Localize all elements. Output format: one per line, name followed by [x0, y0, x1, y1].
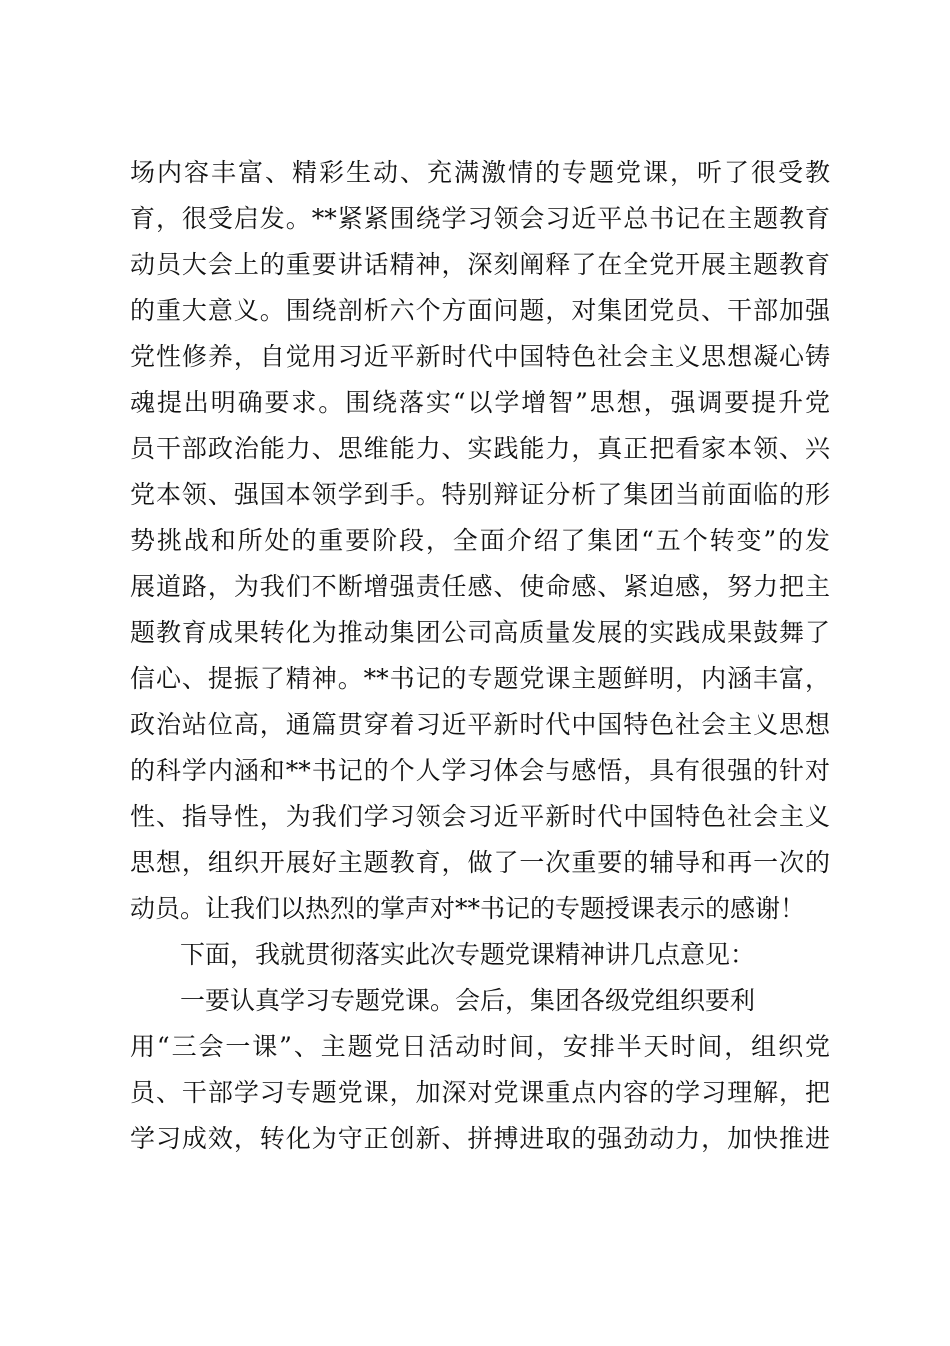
text-line: 的重大意义。围绕剖析六个方面问题，对集团党员、干部加强 — [130, 296, 830, 325]
text-line: 用“三会一课”、主题党日活动时间，安排半天时间，组织党 — [130, 1032, 830, 1061]
text-line: 一要认真学习专题党课。会后，集团各级党组织要利 — [180, 986, 756, 1015]
text-line: 信心、提振了精神。**书记的专题党课主题鲜明，内涵丰富， — [130, 664, 830, 693]
text-line: 员、干部学习专题党课，加深对党课重点内容的学习理解，把 — [130, 1078, 830, 1107]
text-line: 动员。让我们以热烈的掌声对**书记的专题授课表示的感谢！ — [130, 894, 806, 923]
text-line: 魂提出明确要求。围绕落实“以学增智”思想，强调要提升党 — [130, 388, 830, 417]
text-line: 思想，组织开展好主题教育，做了一次重要的辅导和再一次的 — [130, 848, 830, 877]
paragraph-3 — [130, 978, 830, 1162]
text-line: 展道路，为我们不断增强责任感、使命感、紧迫感，努力把主 — [130, 572, 830, 601]
text-line: 政治站位高，通篇贯穿着习近平新时代中国特色社会主义思想 — [130, 710, 830, 739]
text-line: 题教育成果转化为推动集团公司高质量发展的实践成果鼓舞了 — [130, 618, 830, 647]
text-line: 下面，我就贯彻落实此次专题党课精神讲几点意见： — [180, 940, 756, 969]
text-line: 的科学内涵和**书记的个人学习体会与感悟，具有很强的针对 — [130, 756, 830, 785]
paragraph-2 — [130, 932, 830, 978]
text-line: 场内容丰富、精彩生动、充满激情的专题党课，听了很受教 — [130, 158, 830, 187]
text-line: 党性修养，自觉用习近平新时代中国特色社会主义思想凝心铸 — [130, 342, 830, 371]
text-line: 学习成效，转化为守正创新、拼搏进取的强劲动力，加快推进 — [130, 1124, 830, 1153]
text-line: 育，很受启发。**紧紧围绕学习领会习近平总书记在主题教育 — [130, 204, 830, 233]
text-line: 党本领、强国本领学到手。特别辩证分析了集团当前面临的形 — [130, 480, 830, 509]
text-line: 性、指导性，为我们学习领会习近平新时代中国特色社会主义 — [130, 802, 830, 831]
document-body — [130, 150, 830, 1162]
text-line: 动员大会上的重要讲话精神，深刻阐释了在全党开展主题教育 — [130, 250, 830, 279]
text-line: 势挑战和所处的重要阶段，全面介绍了集团“五个转变”的发 — [130, 526, 830, 555]
paragraph-1 — [130, 150, 830, 932]
text-line: 员干部政治能力、思维能力、实践能力，真正把看家本领、兴 — [130, 434, 830, 463]
